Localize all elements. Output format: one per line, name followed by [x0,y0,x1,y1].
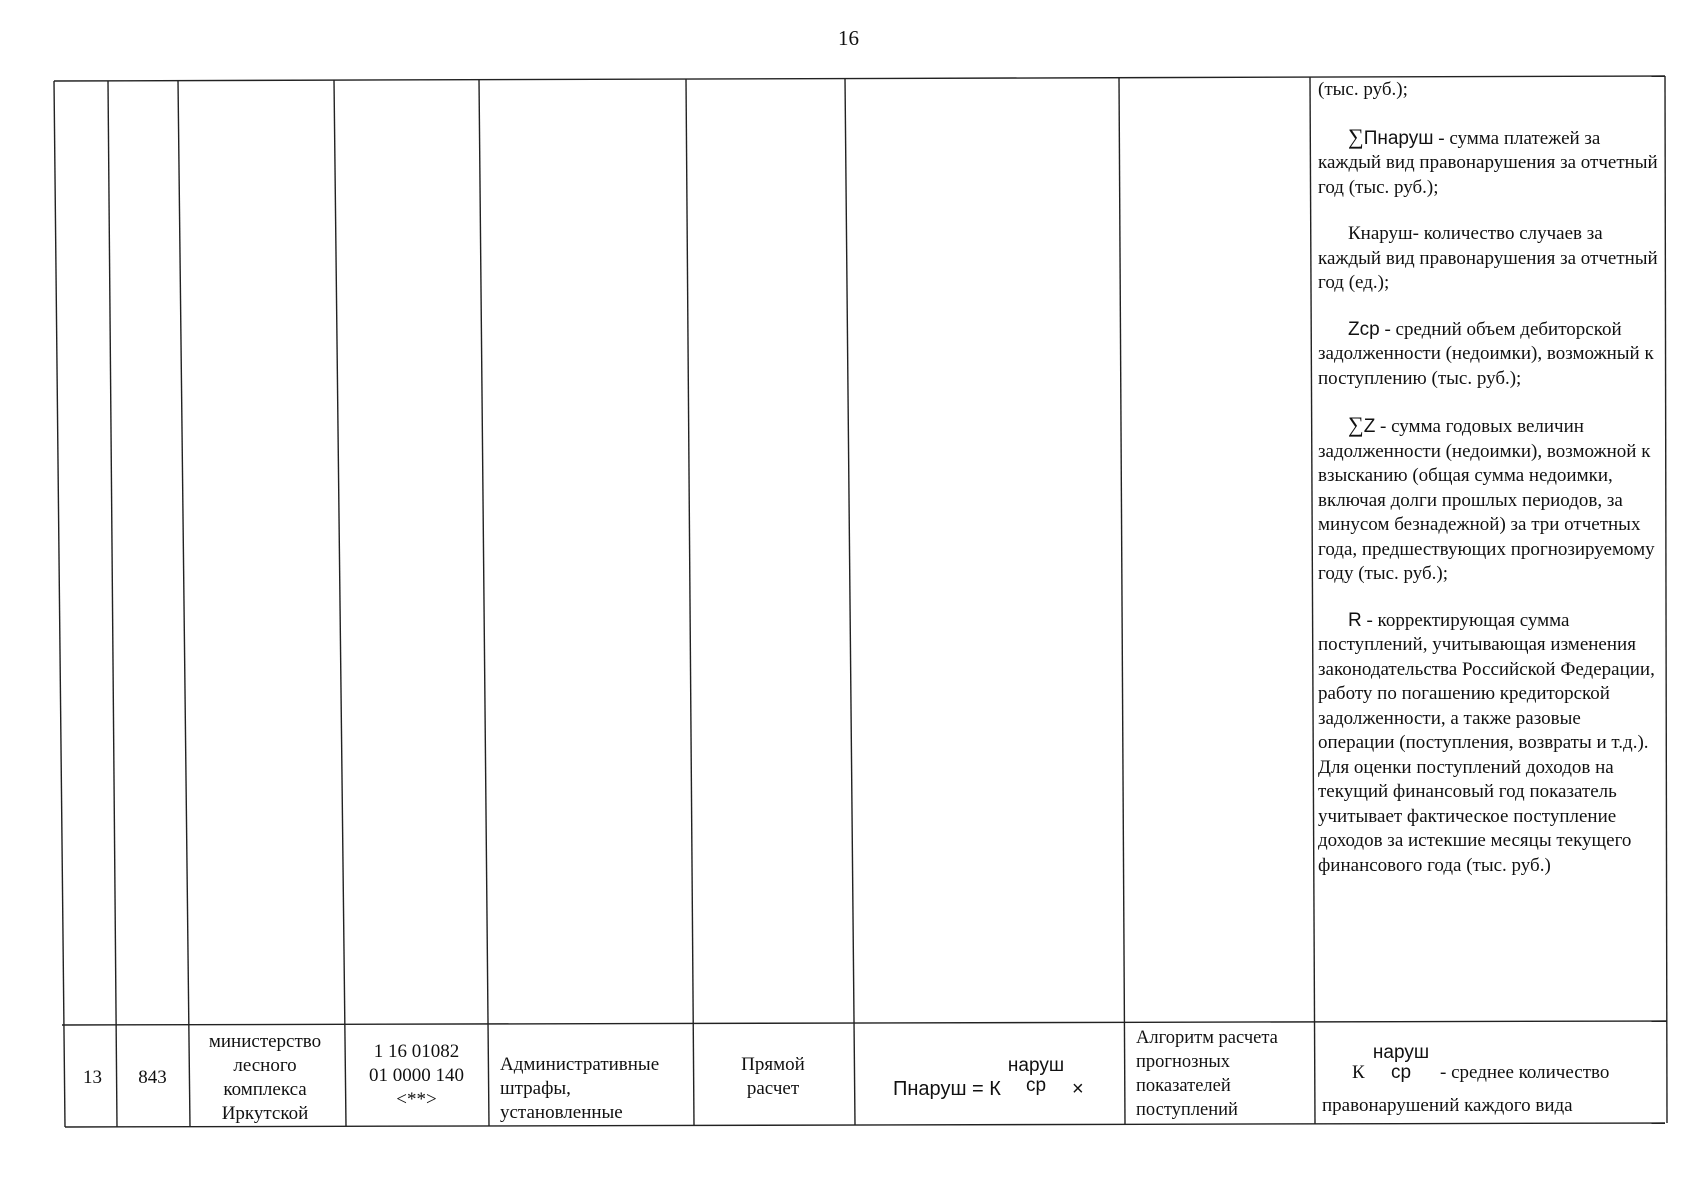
row-number: 13 [83,1067,102,1088]
term-pnarush: Пнаруш [1363,127,1434,149]
income-name [500,1053,690,1125]
income-name-line: Административные [500,1054,660,1075]
definition-text: - средний объем дебиторской задолженности (недоимки), возможный к поступлению (тыс. руб.); [1318,318,1654,389]
term-r: R [1348,609,1362,631]
calculation-algorithm [1136,1026,1311,1122]
desc-definition: - среднее количество [1440,1062,1610,1083]
sum-symbol: ∑ [1348,412,1364,437]
administrator-code: 843 [138,1067,167,1088]
administrator-name-line: Иркутской [221,1103,309,1124]
calculation-method [694,1053,852,1101]
algorithm-line: прогнозных [1136,1052,1231,1072]
algorithm-line: Алгоритм расчета [1136,1028,1278,1048]
desc-k-symbol: К [1352,1062,1365,1083]
page-number: 16 [838,26,859,50]
desc-superscript: наруш [1372,1042,1430,1063]
description-paragraph-sum-debt [1318,413,1658,587]
kbk-footnote-mark: <**> [396,1089,437,1110]
administrator-name-line: министерство [208,1031,322,1052]
administrator-name [188,1030,342,1126]
definition-text: - количество случаев за каждый вид правонарушения за отчетный год (ед.); [1318,223,1658,293]
income-name-line: установленные [500,1102,623,1123]
kbk-line: 01 0000 140 [369,1065,464,1086]
formula-subscript: ср [1025,1075,1047,1096]
description-paragraph-sum-payments [1318,125,1658,201]
term-z: Z [1363,416,1376,437]
desc-definition-line2: правонарушений каждого вида [1322,1095,1573,1116]
sum-symbol: ∑ [1348,123,1364,149]
administrator-name-line: комплекса [223,1079,307,1100]
formula-k-indices [1003,1056,1069,1096]
formula-operator: × [1072,1078,1084,1100]
indicator-description-continued [1318,78,1658,900]
budget-classification-code [346,1040,487,1112]
description-paragraph-average-debt [1318,318,1658,392]
term-knarush: Кнаруш [1348,223,1413,244]
forecast-formula [893,1078,1001,1101]
description-paragraph-correction [1318,609,1658,879]
algorithm-line: поступлений [1136,1100,1238,1120]
desc-subscript: ср [1390,1062,1412,1083]
desc-k-indices [1366,1043,1436,1083]
administrator-name-line: лесного [233,1055,297,1076]
method-line: расчет [746,1078,800,1099]
algorithm-line: показателей [1136,1076,1231,1096]
income-name-line: штрафы, [500,1078,571,1099]
method-line: Прямой [741,1054,805,1075]
term-zsr: Zср [1348,318,1380,340]
formula-lhs: Пнаруш = К [893,1078,1001,1100]
kbk-line: 1 16 01082 [373,1041,460,1062]
definition-text: - сумма годовых величин задолженности (недоимки), возможной к взысканию (общая сумма недоимки, включая долги прошлых периодов, за минусом безнадежной) за три отчетных года, предшествующих прогнозируемому году (тыс. руб.); [1318,416,1655,584]
formula-superscript: наруш [1007,1055,1065,1076]
description-paragraph-violations-count [1318,222,1658,296]
definition-text: - сумма платежей за каждый вид правонарушения за отчетный год (тыс. руб.); [1318,127,1658,198]
description-paragraph-0: (тыс. руб.); [1318,79,1408,100]
definition-text: - корректирующая сумма поступлений, учитывающая изменения законодательства Российской Федерации, работу по погашению кредиторской задолженности, а также разовые операции (поступления, возвраты и т.д.). Для оценки поступлений доходов на текущий финансовый год показатель учитывает фактическое поступление доходов за истекшие месяцы текущего финансового года (тыс. руб.) [1318,609,1655,876]
